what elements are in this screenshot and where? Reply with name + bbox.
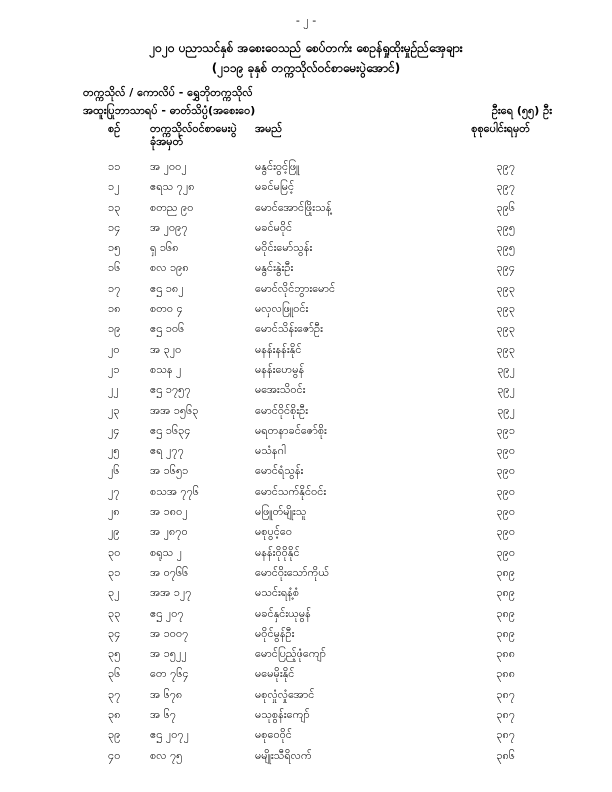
total-marks: ၃၈၇ xyxy=(496,708,515,722)
student-name: မနန်းဝိုဝိုနိုင် xyxy=(255,545,300,559)
student-name: မအေးသိဝင်း xyxy=(255,383,306,397)
total-marks: ၃၉၃ xyxy=(496,302,515,316)
total-marks: ၃၉၀ xyxy=(496,505,515,519)
table-row xyxy=(0,625,612,645)
student-name: မစုဝေဝိုင် xyxy=(255,728,292,742)
column-header-no: စဉ် xyxy=(108,122,121,135)
student-name: မမေမိုးနိုင် xyxy=(255,667,295,681)
table-row xyxy=(0,381,612,401)
roll-number: စတဝ ၄ xyxy=(150,302,183,316)
row-number: ၁၅ xyxy=(108,241,121,255)
student-name: မောင်အောင်ဖြိုးသန့် xyxy=(255,200,332,214)
roll-number: စသန ၂ xyxy=(150,362,182,376)
roll-number: အ ၆၇၈ xyxy=(150,687,183,701)
table-row xyxy=(0,584,612,604)
table-row xyxy=(0,503,612,523)
row-number: ၁၈ xyxy=(108,302,121,316)
total-marks: ၃၈၉ xyxy=(496,606,515,620)
row-number: ၃၀ xyxy=(108,545,121,559)
total-marks: ၃၉၇ xyxy=(496,160,515,173)
student-name: မခင်မမြင့် xyxy=(255,180,295,194)
row-number: ၃၂ xyxy=(108,586,120,600)
row-number: ၂၂ xyxy=(108,383,119,397)
table-row xyxy=(0,544,612,564)
total-marks: ၃၉၂ xyxy=(497,362,515,376)
total-marks: ၃၉၂ xyxy=(497,403,515,417)
roll-number: အ ၁၅၂၂ xyxy=(150,647,187,661)
roll-number: စသအ ၇၇၆ xyxy=(150,484,199,498)
table-row xyxy=(0,178,612,198)
table-row xyxy=(0,280,612,300)
document-title: ၂၀၂၀ ပညာသင်နှစ် အစေးဝေသည် စေပ်တက်း စေဥန်ရှုထိုးမှုဥ်ည်အှေချား xyxy=(149,41,463,55)
row-number: ၂၁ xyxy=(108,362,120,376)
table-row xyxy=(0,645,612,665)
total-marks: ၃၉၀ xyxy=(496,525,515,539)
row-number: ၃၁ xyxy=(108,565,121,579)
row-number: ၃၆ xyxy=(108,667,121,681)
table-row xyxy=(0,564,612,584)
student-name: မောင်ဝိုးသော်ကိုယ် xyxy=(255,565,329,579)
row-number: ၂၈ xyxy=(108,505,120,519)
table-row xyxy=(0,402,612,422)
roll-number: အ ၂၈၇၀ xyxy=(150,525,188,539)
total-marks: ၃၉၆ xyxy=(496,200,515,214)
roll-number: ဧဌ ၁၆၃၄ xyxy=(150,423,191,437)
row-number: ၃၉ xyxy=(108,728,121,742)
table-row xyxy=(0,483,612,503)
table-row xyxy=(0,219,612,239)
table-row xyxy=(0,158,612,178)
roll-number: အ ၂၀၉၇ xyxy=(150,220,188,234)
student-name: မခင်နှင်းယုမွန် xyxy=(255,606,311,620)
table-row xyxy=(0,320,612,340)
student-name: မမျိုးသီရိလက် xyxy=(255,748,312,762)
student-name: မနန်းဟေမွန် xyxy=(255,362,305,376)
total-marks: ၃၉၅ xyxy=(496,241,515,255)
total-marks: ၃၈၉ xyxy=(496,565,515,579)
row-number: ၃၇ xyxy=(108,687,121,701)
row-number: ၁၃ xyxy=(108,200,121,214)
row-number: ၁၄ xyxy=(108,220,121,234)
table-row xyxy=(0,605,612,625)
subject-line: အထူးပြုဘာသာရပ် - ဓာတ်သိပ္ပံ(အစေးဝေ) xyxy=(83,104,256,117)
student-name: မနန်းနန်းနိုင် xyxy=(255,342,302,356)
student-name: မခင်မဝိုင် xyxy=(255,220,293,234)
student-name: မရတနာခင်ဇော်စိုး xyxy=(255,423,327,437)
table-row xyxy=(0,706,612,726)
roll-number: ဧဌ ၂၀၇ xyxy=(150,606,184,620)
row-number: ၁၉ xyxy=(108,322,121,336)
roll-number: အ ၁၆၅၁ xyxy=(150,464,189,478)
row-number: ၂၀ xyxy=(108,342,120,356)
row-number: ၁၆ xyxy=(108,261,121,275)
total-marks: ၃၈၇ xyxy=(496,687,515,701)
table-row xyxy=(0,259,612,279)
roll-number: အ ၆၇ xyxy=(150,708,176,722)
row-number: ၂၅ xyxy=(108,444,120,458)
student-name: မဖြူတ်မျိုးသူ xyxy=(255,505,307,519)
table-row xyxy=(0,523,612,543)
total-count: ဦးရေ (၅၅) ဦး xyxy=(491,104,552,117)
row-number: ၂၄ xyxy=(108,423,120,437)
roll-number: အ ၁၀၀၇ xyxy=(150,626,189,640)
student-name: မဝိုင်းမော်သွန်း xyxy=(255,241,313,255)
student-name: မလှလဖြူဝင်း xyxy=(255,302,309,316)
university-line: တက္ကသိုလ် / ကောလိပ် - ရွှေဘိုတက္ကသိုလ် xyxy=(83,86,253,99)
results-table xyxy=(0,158,612,767)
student-name: မသံနဂါ xyxy=(255,444,286,458)
student-name: မောင်လိုင်ဘွားမောင် xyxy=(255,281,336,295)
row-number: ၂၉ xyxy=(108,525,120,539)
total-marks: ၃၉၃ xyxy=(496,281,515,295)
table-row xyxy=(0,665,612,685)
row-number: ၁၂ xyxy=(108,180,120,194)
roll-number: တေ ၇၆၄ xyxy=(150,667,189,681)
total-marks: ၃၉၅ xyxy=(496,220,515,234)
table-row xyxy=(0,442,612,462)
student-name: မောင်ရံသွန်း xyxy=(255,464,304,478)
row-number: ၃၈ xyxy=(108,708,121,722)
table-row xyxy=(0,422,612,442)
roll-number: ဧရ ၂၇၇ xyxy=(150,444,184,458)
roll-number: ဧဌ ၁၈၂ xyxy=(150,281,184,295)
roll-number: အ ၁၈၀၂ xyxy=(150,505,188,519)
table-row xyxy=(0,300,612,320)
total-marks: ၃၈၉ xyxy=(496,626,515,640)
total-marks: ၃၉၀ xyxy=(496,464,515,478)
total-marks: ၃၉၃ xyxy=(496,342,515,356)
roll-number: အ ၃၂၀ xyxy=(150,342,182,356)
table-row xyxy=(0,199,612,219)
roll-number: စတည ၉၀ xyxy=(150,200,194,214)
row-number: ၂၇ xyxy=(108,484,120,498)
row-number: ၃၃ xyxy=(108,606,121,620)
column-header-roll: တက္ကသိုလ်ဝင်စာမေးပွဲခုံအမှတ် xyxy=(150,122,237,148)
total-marks: ၃၈၈ xyxy=(496,647,515,661)
roll-number: ဧဌ ၁၀၆ xyxy=(150,322,185,336)
total-marks: ၃၈၇ xyxy=(496,728,515,742)
student-name: မနွင်းနွဲးဦး xyxy=(255,261,294,275)
column-header-name: အမည် xyxy=(255,122,283,135)
document-subtitle: (၂၁၁၉ ခုနှစ် တက္ကသိုလ်ဝင်စာမေးပွဲအောင်) xyxy=(211,61,401,75)
student-name: မနွင်းဝွင့်ဖြူ xyxy=(255,160,300,173)
roll-number: အ ၀၇၆၆ xyxy=(150,565,189,579)
row-number: ၃၄ xyxy=(108,626,121,640)
roll-number: အ ၂၀၀၂ xyxy=(150,160,187,173)
roll-number: အအ ၁၂၇ xyxy=(150,586,192,600)
row-number: ၃၅ xyxy=(108,647,121,661)
student-name: မောင်သက်နိုင်ဝင်း xyxy=(255,484,327,498)
row-number: ၄၀ xyxy=(108,748,121,762)
total-marks: ၃၉၂ xyxy=(497,383,515,397)
roll-number: ဧဌ ၂၀၇၂ xyxy=(150,728,189,742)
student-name: မစုလှုံလှုံအောင် xyxy=(255,687,315,701)
total-marks: ၃၈၉ xyxy=(496,586,515,600)
row-number: ၁၁ xyxy=(108,160,121,173)
table-row xyxy=(0,239,612,259)
roll-number: အအ ၁၅၆၃ xyxy=(150,403,199,417)
total-marks: ၃၉၀ xyxy=(496,484,515,498)
table-row xyxy=(0,747,612,767)
student-name: မောင်ဝိုင်စိုးဦး xyxy=(255,403,309,417)
roll-number: စရုသ ၂ xyxy=(150,545,183,559)
total-marks: ၃၉၀ xyxy=(496,545,515,559)
student-name: မသင်းရနံ့စံ xyxy=(255,586,300,600)
roll-number: စလ ၁၉၈ xyxy=(150,261,189,275)
column-header-marks: စုစုပေါင်းရမှတ် xyxy=(471,122,530,135)
student-name: မစုပွင့်ဝေ xyxy=(255,525,292,539)
row-number: ၁၇ xyxy=(108,281,121,295)
total-marks: ၃၈၈ xyxy=(496,667,515,681)
roll-number: ရှ ၁၆၈ xyxy=(150,241,179,255)
page-number: - ၂ - xyxy=(295,14,317,27)
student-name: မသုစွန်းကျော် xyxy=(255,708,310,722)
table-row xyxy=(0,686,612,706)
row-number: ၂၆ xyxy=(108,464,120,478)
student-name: မောင်ပြည့်ဖုံကျော် xyxy=(255,647,326,661)
roll-number: ဧဌ ၁၇၅၇ xyxy=(150,383,191,397)
total-marks: ၃၉၃ xyxy=(496,322,515,336)
table-row xyxy=(0,341,612,361)
row-number: ၂၃ xyxy=(108,403,120,417)
table-row xyxy=(0,361,612,381)
total-marks: ၃၈၆ xyxy=(496,748,515,762)
roll-number: စလ ၇၅ xyxy=(150,748,183,762)
roll-number: ဧရသ ၇၂၈ xyxy=(150,180,195,194)
total-marks: ၃၉၁ xyxy=(496,423,515,437)
student-name: မဝိုင်မွန်ဦး xyxy=(255,626,295,640)
total-marks: ၃၉၀ xyxy=(496,444,515,458)
table-row xyxy=(0,462,612,482)
total-marks: ၃၉၄ xyxy=(496,261,515,275)
total-marks: ၃၉၇ xyxy=(496,180,515,194)
table-row xyxy=(0,726,612,746)
student-name: မောင်သိန်းဇော်ဦး xyxy=(255,322,323,336)
